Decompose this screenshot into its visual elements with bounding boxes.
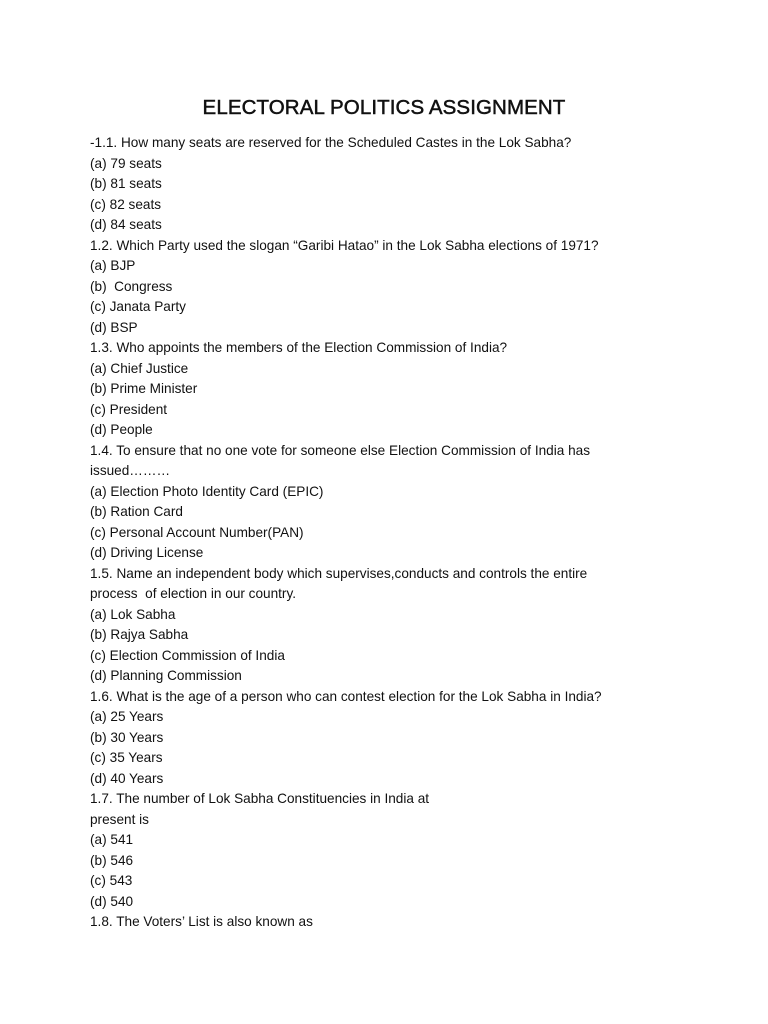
text-line: 1.8. The Voters’ List is also known as	[90, 914, 313, 929]
text-line: (d) BSP	[90, 319, 138, 335]
document-body	[90, 133, 690, 933]
text-line: (b) 546	[90, 852, 134, 868]
text-line: present is	[90, 811, 149, 827]
text-line: 1.3. Who appoints the members of the Election Commission of India?	[90, 340, 508, 355]
text-line: process of election in our country.	[90, 586, 297, 601]
text-line: (b) 81 seats	[90, 176, 162, 191]
text-line: issued………	[90, 463, 171, 478]
document-title: ELECTORAL POLITICS ASSIGNMENT	[202, 96, 566, 119]
text-line: (b) Congress	[90, 278, 173, 294]
text-line: (c) President	[90, 401, 168, 417]
text-line: (c) 543	[90, 873, 133, 888]
text-line: (d) Planning Commission	[90, 668, 242, 683]
text-line: (c) Election Commission of India	[90, 647, 285, 663]
text-line: (a) 25 Years	[90, 709, 164, 724]
text-line: (a) Chief Justice	[90, 360, 189, 376]
text-line: 1.7. The number of Lok Sabha Constituencies in India at	[90, 791, 430, 806]
text-line: (c) Personal Account Number(PAN)	[90, 524, 304, 540]
text-line: (b) 30 Years	[90, 729, 164, 745]
text-line: 1.2. Which Party used the slogan “Garibi Hatao” in the Lok Sabha elections of 1971?	[90, 237, 599, 253]
text-line: (c) Janata Party	[90, 299, 186, 314]
text-line: (d) People	[90, 422, 153, 437]
text-line: 1.5. Name an independent body which supervises,conducts and controls the entire	[90, 565, 588, 581]
text-line: 1.4. To ensure that no one vote for someone else Election Commission of India has	[90, 442, 590, 458]
text-line: (c) 35 Years	[90, 750, 163, 765]
text-line: -1.1. How many seats are reserved for the Scheduled Castes in the Lok Sabha?	[90, 135, 572, 150]
text-line: (d) 84 seats	[90, 217, 162, 232]
text-line: (d) 40 Years	[90, 770, 164, 786]
text-line: (a) Lok Sabha	[90, 606, 176, 622]
text-line: (d) Driving License	[90, 545, 204, 560]
text-line: (c) 82 seats	[90, 196, 162, 212]
text-line: (a) Election Photo Identity Card (EPIC)	[90, 483, 324, 499]
text-line: (a) BJP	[90, 258, 136, 273]
text-line: (b) Rajya Sabha	[90, 627, 189, 642]
text-line: (a) 541	[90, 832, 134, 847]
text-line: (a) 79 seats	[90, 155, 162, 171]
text-line: (b) Prime Minister	[90, 381, 198, 396]
text-line: 1.6. What is the age of a person who can contest election for the Lok Sabha in India?	[90, 688, 602, 704]
text-line: (d) 540	[90, 893, 134, 909]
text-line: (b) Ration Card	[90, 504, 183, 519]
